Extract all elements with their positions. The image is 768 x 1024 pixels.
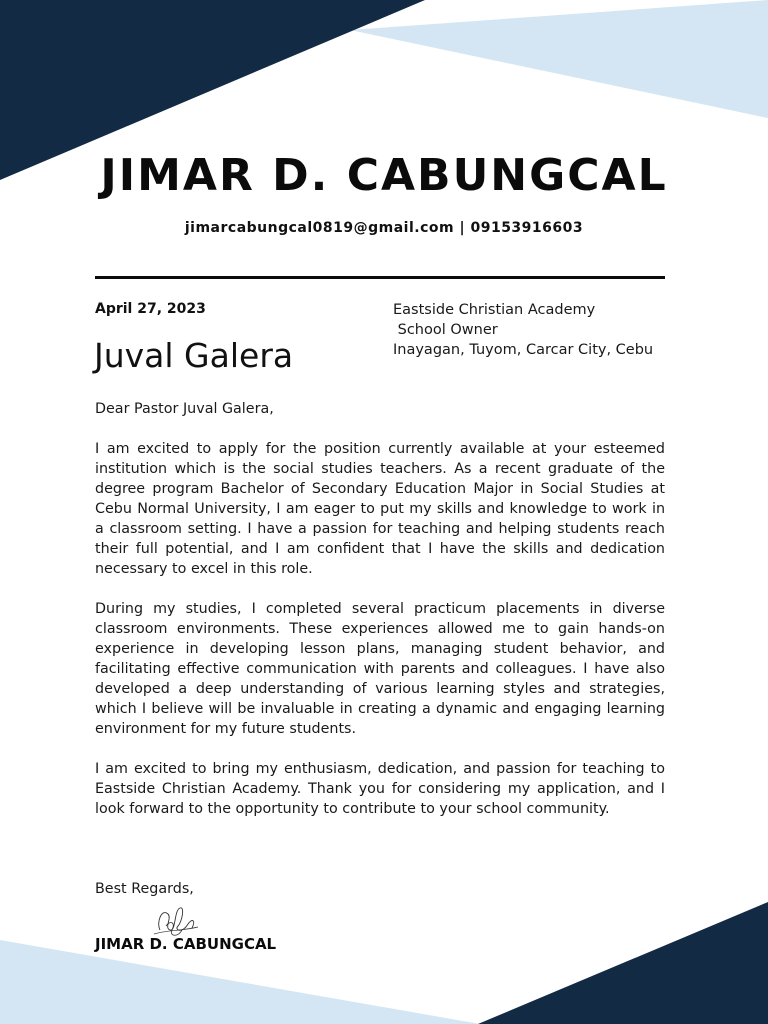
body-paragraph-2: During my studies, I completed several practicum placements in diverse classroom environments. These experiences allowed me to gain hands-on experience in developing lesson plans, managing student behavior, and facilitating effective communication with parents and colleagues. I have also developed a deep understanding of various learning styles and strategies, which I believe will be invaluable in creating a dynamic and engaging learning environment for my future students.: [95, 601, 665, 737]
letter-date: April 27, 2023: [95, 301, 206, 317]
contact-line: jimarcabungcal0819@gmail.com | 09153916603: [184, 220, 584, 236]
applicant-name-heading: JIMAR D. CABUNGCAL: [100, 150, 668, 201]
recipient-address: [393, 300, 653, 360]
letter-body: [95, 399, 665, 839]
recipient-name: Juval Galera: [94, 336, 294, 375]
signoff-name: JIMAR D. CABUNGCAL: [95, 935, 277, 953]
body-paragraph-1: I am excited to apply for the position currently available at your esteemed institution which is the social studies teachers. As a recent graduate of the degree program Bachelor of Secondary Education Major in Social Studies at Cebu Normal University, I am eager to put my skills and knowledge to work in a classroom setting. I have a passion for teaching and helping students reach their full potential, and I am confident that I have the skills and dedication necessary to excel in this role.: [95, 441, 665, 577]
address-line-title: School Owner: [393, 322, 498, 338]
address-line-organization: Eastside Christian Academy: [393, 302, 596, 318]
address-line-location: Inayagan, Tuyom, Carcar City, Cebu: [393, 342, 654, 358]
header-divider: [95, 276, 665, 279]
salutation: Dear Pastor Juval Galera,: [95, 401, 274, 417]
body-paragraph-3: I am excited to bring my enthusiasm, dedication, and passion for teaching to Eastside Christian Academy. Thank you for considering my application, and I look forward to the opportunity to contribute to your school community.: [95, 761, 665, 817]
closing-line: Best Regards,: [95, 881, 194, 897]
